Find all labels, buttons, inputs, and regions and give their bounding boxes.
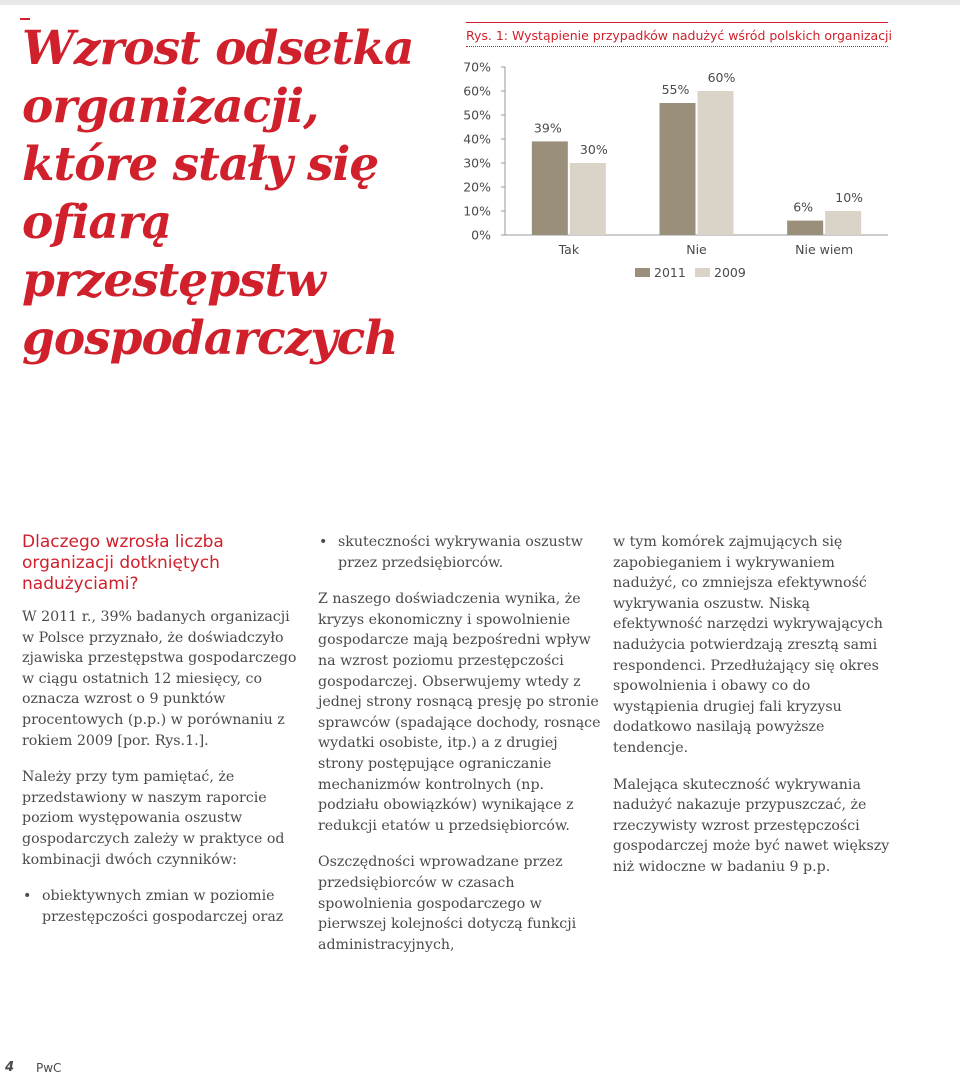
data-label: 30% — [579, 142, 608, 157]
x-category-label: Nie — [686, 242, 707, 257]
text-column-3 — [613, 532, 893, 894]
legend-label: 2009 — [714, 265, 746, 280]
data-label: 10% — [835, 190, 864, 205]
section-heading: Dlaczego wzrosła liczba organizacji dotkniętych nadużyciami? — [22, 532, 224, 594]
figure-dotted-rule — [466, 46, 888, 47]
figure-top-rule — [466, 22, 888, 23]
text-column-2 — [318, 532, 603, 971]
text-column-1 — [22, 532, 302, 943]
x-category-label: Tak — [558, 242, 580, 257]
bar-2011-nie-wiem — [787, 221, 823, 235]
bullet-list — [318, 532, 603, 573]
data-label: 60% — [707, 70, 736, 85]
page-headline: Wzrost odsetka organizacji, które stały się ofiarą przestępstw gospodarczych — [22, 21, 414, 366]
legend-label: 2011 — [654, 265, 686, 280]
top-rule — [0, 0, 960, 5]
y-tick-label: 50% — [463, 107, 491, 123]
bar-2011-tak — [532, 141, 568, 235]
paragraph: Należy przy tym pamiętać, że przedstawiony w naszym raporcie poziom występowania oszustw gospodarczych zależy w praktyce od kombinacji dwóch czynników: — [22, 769, 285, 868]
paragraph: Z naszego doświadczenia wynika, że kryzys ekonomiczny i spowolnienie gospodarcze mają bezpośredni wpływ na wzrost poziomu przestępczości gospodarczej. Obserwujemy wtedy z jednej strony rosnącą presję po stronie sprawców (spadające dochody, rosnące wydatki osobiste, itp.) a z drugiej strony postępujące ograniczanie mechanizmów kontrolnych (np. podziału obowiązków) wynikające z redukcji etatów u przedsiębiorców. — [318, 591, 601, 834]
paragraph: Oszczędności wprowadzane przez przedsiębiorców w czasach spowolnienia gospodarczego w pierwszej kolejności dotyczą funkcji administracyjnych, — [318, 854, 577, 953]
bar-2009-nie — [698, 91, 734, 235]
legend-swatch — [635, 268, 650, 277]
y-tick-label: 10% — [463, 203, 491, 219]
y-tick-label: 0% — [471, 227, 491, 243]
bullet-list — [22, 886, 302, 927]
y-tick-label: 30% — [463, 155, 491, 171]
y-tick-label: 20% — [463, 179, 491, 195]
data-label: 39% — [533, 120, 562, 136]
x-category-label: Nie wiem — [795, 242, 854, 257]
data-label: 55% — [661, 82, 690, 97]
list-item-text: obiektywnych zmian w poziomie przestępczości gospodarczej oraz — [42, 888, 284, 925]
paragraph: Malejąca skuteczność wykrywania nadużyć nakazuje przypuszczać, że rzeczywisty wzrost przestępczości gospodarczej może być nawet większy niż widoczne w badaniu 9 p.p. — [613, 776, 890, 875]
page-number: 4 — [5, 1060, 15, 1075]
bar-chart — [440, 52, 890, 302]
list-item — [22, 886, 302, 927]
data-label: 6% — [793, 199, 814, 215]
bar-2009-nie-wiem — [825, 211, 861, 235]
paragraph: W 2011 r., 39% badanych organizacji w Polsce przyznało, że doświadczyło zjawiska przestępstwa gospodarczego w ciągu ostatnich 12 miesięcy, co oznacza wzrost o 9 punktów procentowych (p.p.) w porównaniu z rokiem 2009 [por. Rys.1.]. — [22, 609, 297, 749]
figure-caption: Rys. 1: Wystąpienie przypadków nadużyć wśród polskich organizacji — [466, 28, 893, 43]
y-tick-label: 60% — [463, 83, 491, 99]
page-footer — [0, 1060, 960, 1080]
bar-2011-nie — [660, 103, 696, 235]
bullet-icon: • — [319, 534, 328, 550]
bullet-icon: • — [23, 888, 32, 905]
paragraph: w tym komórek zajmujących się zapobieganiem i wykrywaniem nadużyć, co zmniejsza efektywność wykrywania oszustw. Niską efektywność narzędzi wykrywających nadużycia potwierdzają zresztą sami respondenci. Przedłużający się okres spowolnienia i obawy co do wystąpienia drugiej fali kryzysu dodatkowo nasilają powyższe tendencje. — [613, 534, 883, 756]
y-tick-label: 70% — [463, 59, 491, 75]
list-item — [318, 532, 603, 573]
legend-swatch — [695, 268, 710, 277]
y-tick-label: 40% — [463, 131, 491, 147]
bar-2009-tak — [570, 163, 606, 235]
brand-name: PwC — [36, 1061, 62, 1075]
list-item-text: skuteczności wykrywania oszustw przez przedsiębiorców. — [338, 534, 583, 571]
